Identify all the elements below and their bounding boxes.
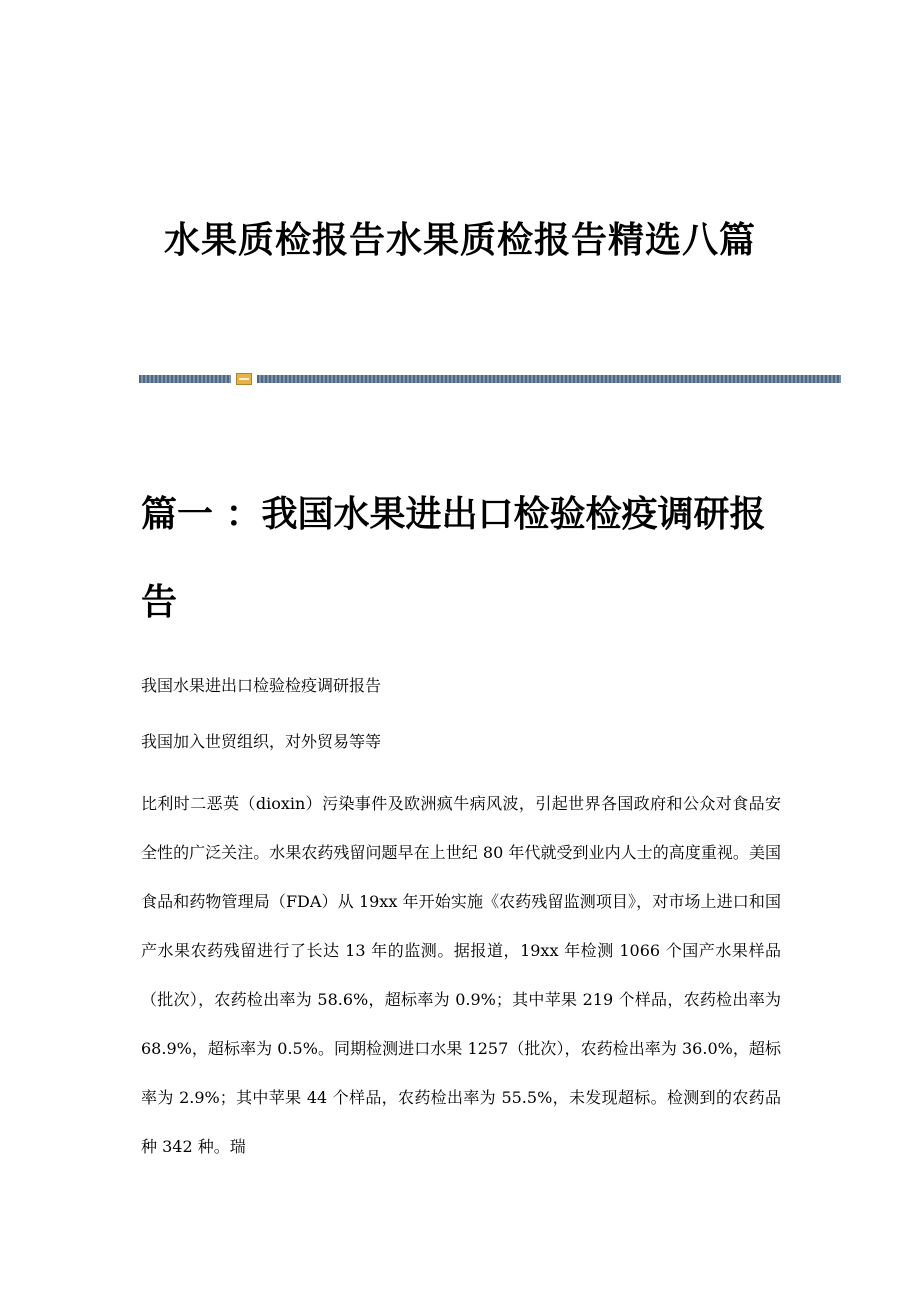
- section-heading: 篇一 ：我国水果进出口检验检疫调研报告: [141, 493, 766, 623]
- document-title: 水果质检报告水果质检报告精选八篇: [163, 219, 756, 261]
- paragraph-intro: 我国加入世贸组织，对外贸易等等: [141, 732, 382, 751]
- paragraph-body: 比利时二恶英（dioxin）污染事件及欧洲疯牛病风波，引起世界各国政府和公众对食品安全性的广泛关注。水果农药残留问题早在上世纪 80 年代就受到业内人士的高度重视。美国食品和药物管理局（FDA）从 19xx 年开始实施《农药残留监测项目》，对市场上进口和国产水果农药残留进行了长达 13 年的监测。据报道，19xx 年检测 1066 个国产水果样品（批次），农药检出率为 58.6%，超标率为 0.9%；其中苹果 219 个样品，农药检出率为 68.9%，超标率为 0.5%。同期检测进口水果 1257（批次），农药检出率为 36.0%，超标率为 2.9%；其中苹果 44 个样品，农药检出率为 55.5%，未发现超标。检测到的农药品种 342 种。瑞: [141, 794, 781, 1156]
- paragraph-report-title: 我国水果进出口检验检疫调研报告: [141, 676, 382, 695]
- divider-ornament-icon: [236, 373, 252, 385]
- divider-bar-right: [257, 375, 841, 383]
- divider-bar-left: [139, 375, 231, 383]
- title-divider: [139, 373, 841, 385]
